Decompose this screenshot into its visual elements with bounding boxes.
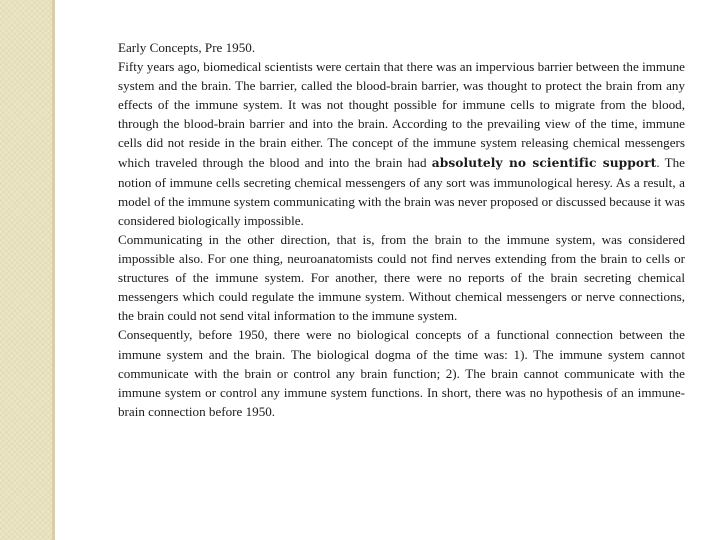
paragraph-conclusion: Consequently, before 1950, there were no biological concepts of a functional connection between the immune system and the brain. The biological dogma of the time was: 1). The immune system cannot communicate with the brain or control any brain function; 2). The brain cannot communicate with the immune system or control any immune system functions. In short, there was no hypothesis of an immune-brain connection before 1950. xyxy=(118,327,685,419)
paragraph-brain-to-immune: Communicating in the other direction, that is, from the brain to the immune system, was considered impossible also. For one thing, neuroanatomists could not find nerves extending from the brain to cells or structures of the immune system. For another, there were no reports of the brain secreting chemical messengers which could regulate the immune system. Without chemical messengers or nerve connections, the brain could not send vital information to the immune system. xyxy=(118,231,685,324)
paragraph-1-text-end: . The notion of immune cells secreting chemical messengers of any sort was immunological heresy. As a result, a model of the immune system communicating with the brain was never proposed or discussed because it was considered biologically impossible. xyxy=(118,154,685,228)
decorative-side-rule xyxy=(52,0,55,540)
document-heading: Early Concepts, Pre 1950. xyxy=(118,40,256,55)
emphasis-no-scientific-support: absolutely no scientific support xyxy=(431,155,657,170)
paragraph-1-text-start: Fifty years ago, biomedical scientists were certain that there was an impervious barrier between the immune system and the brain. The barrier, called the blood-brain barrier, was thought to protect the brain from any effects of the immune system. It was not thought possible for immune cells to migrate from the blood, through the blood-brain barrier and into the brain. According to the prevailing view of the time, immune cells did not reside in the brain either. The concept of the immune system releasing chemical messengers which traveled through the blood and into the brain had xyxy=(118,59,685,170)
document-body xyxy=(118,38,685,421)
decorative-side-strip xyxy=(0,0,52,540)
paragraph-early-concepts xyxy=(118,57,685,230)
